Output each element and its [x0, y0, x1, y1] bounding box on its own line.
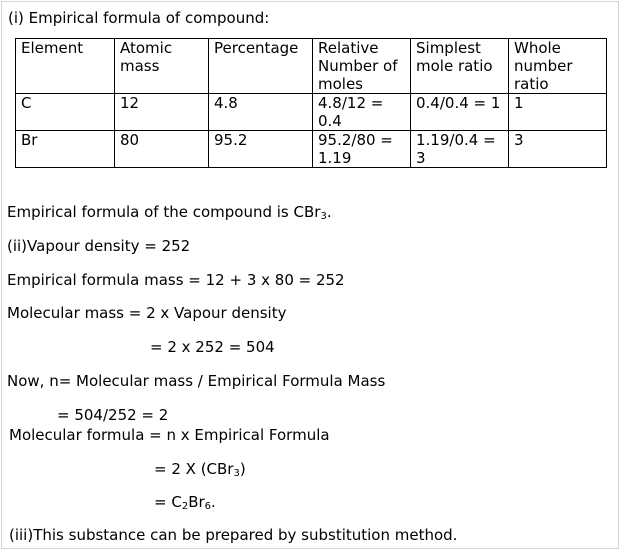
table-cell: 0.4/0.4 = 1: [411, 94, 509, 131]
preparation-method-line: (iii)This substance can be prepared by substitution method.: [9, 526, 458, 544]
n-definition-line: Now, n= Molecular mass / Empirical Formula Mass: [7, 372, 386, 390]
table-cell: 12: [115, 94, 209, 131]
table-cell: 80: [115, 131, 209, 168]
table-row: [16, 131, 607, 168]
molecular-formula-line: Molecular formula = n x Empirical Formula: [9, 426, 330, 444]
header-cell: Simplest mole ratio: [411, 39, 509, 94]
section-heading: (i) Empirical formula of compound:: [8, 9, 270, 27]
table-cell: C: [16, 94, 115, 131]
vapour-density-line: (ii)Vapour density = 252: [7, 237, 191, 255]
n-value-line: = 504/252 = 2: [57, 406, 169, 424]
molecular-mass-value-line: = 2 x 252 = 504: [150, 338, 275, 356]
header-cell: Element: [16, 39, 115, 94]
table-cell: 4.8/12 = 0.4: [313, 94, 411, 131]
table-cell: Br: [16, 131, 115, 168]
table-header-row: [16, 39, 607, 94]
table-cell: 3: [509, 131, 607, 168]
table-cell: 1: [509, 94, 607, 131]
table-cell: 95.2: [209, 131, 313, 168]
molecular-formula-result: = $C_2Br_6$.: [154, 493, 216, 512]
table-row: [16, 94, 607, 131]
header-cell: Relative Number of moles: [313, 39, 411, 94]
empirical-formula-table: [15, 38, 607, 168]
header-cell: Atomic mass: [115, 39, 209, 94]
molecular-mass-line: Molecular mass = 2 x Vapour density: [7, 304, 287, 322]
empirical-mass-line: Empirical formula mass = 12 + 3 x 80 = 252: [7, 271, 345, 289]
table-cell: 95.2/80 = 1.19: [313, 131, 411, 168]
table-cell: 4.8: [209, 94, 313, 131]
header-cell: Whole number ratio: [509, 39, 607, 94]
table-cell: 1.19/0.4 = 3: [411, 131, 509, 168]
empirical-formula-statement: Empirical formula of the compound is CBr$_3$.: [7, 203, 332, 222]
molecular-formula-expression: = 2 X (CBr$_3$): [154, 460, 246, 479]
header-cell: Percentage: [209, 39, 313, 94]
